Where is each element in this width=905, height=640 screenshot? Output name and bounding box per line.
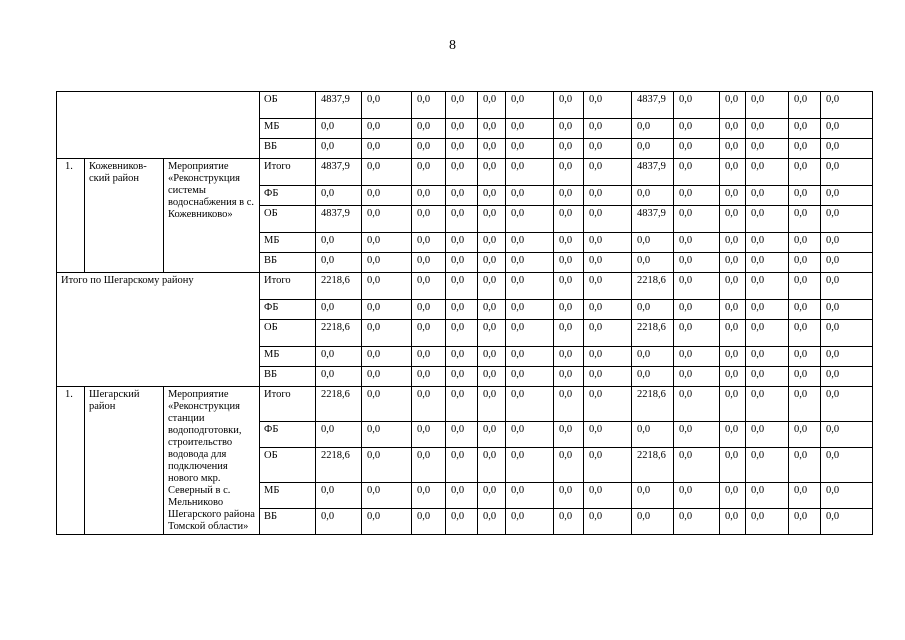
value-cell: 0,0 — [506, 509, 554, 535]
value-cell: 0,0 — [746, 92, 789, 119]
value-cell: 0,0 — [506, 139, 554, 159]
value-cell: 0,0 — [584, 320, 632, 347]
value-cell: 0,0 — [746, 253, 789, 273]
table-row — [57, 92, 873, 119]
value-cell: 2218,6 — [316, 320, 362, 347]
value-cell: 0,0 — [720, 159, 746, 186]
value-cell: 0,0 — [554, 509, 584, 535]
value-cell: 0,0 — [746, 233, 789, 253]
value-cell: 0,0 — [746, 273, 789, 300]
value-cell: 0,0 — [720, 422, 746, 448]
funding-type-cell: ВБ — [260, 509, 316, 535]
value-cell: 0,0 — [720, 448, 746, 483]
value-cell: 2218,6 — [316, 273, 362, 300]
value-cell: 0,0 — [478, 233, 506, 253]
value-cell: 0,0 — [720, 206, 746, 233]
value-cell: 0,0 — [746, 206, 789, 233]
value-cell: 0,0 — [746, 387, 789, 422]
value-cell: 0,0 — [554, 273, 584, 300]
value-cell: 0,0 — [362, 483, 412, 509]
value-cell: 0,0 — [821, 273, 873, 300]
value-cell: 0,0 — [821, 253, 873, 273]
value-cell: 0,0 — [554, 387, 584, 422]
value-cell: 0,0 — [316, 300, 362, 320]
value-cell: 0,0 — [789, 206, 821, 233]
table-row — [57, 273, 873, 300]
value-cell: 0,0 — [554, 253, 584, 273]
value-cell: 0,0 — [478, 387, 506, 422]
value-cell: 0,0 — [789, 139, 821, 159]
value-cell: 0,0 — [446, 509, 478, 535]
value-cell: 0,0 — [746, 483, 789, 509]
value-cell: 0,0 — [362, 119, 412, 139]
value-cell: 0,0 — [478, 92, 506, 119]
value-cell: 0,0 — [821, 300, 873, 320]
value-cell: 0,0 — [412, 387, 446, 422]
value-cell: 0,0 — [446, 320, 478, 347]
value-cell: 0,0 — [362, 139, 412, 159]
value-cell: 2218,6 — [632, 320, 674, 347]
value-cell: 0,0 — [584, 387, 632, 422]
funding-type-cell: ФБ — [260, 186, 316, 206]
value-cell: 0,0 — [674, 509, 720, 535]
value-cell: 0,0 — [746, 300, 789, 320]
value-cell: 4837,9 — [632, 159, 674, 186]
value-cell: 0,0 — [412, 509, 446, 535]
value-cell: 0,0 — [412, 320, 446, 347]
value-cell: 0,0 — [720, 320, 746, 347]
value-cell: 0,0 — [674, 139, 720, 159]
funding-type-cell: МБ — [260, 347, 316, 367]
value-cell: 0,0 — [632, 483, 674, 509]
value-cell: 0,0 — [821, 159, 873, 186]
value-cell: 0,0 — [674, 233, 720, 253]
value-cell: 0,0 — [821, 92, 873, 119]
value-cell: 0,0 — [478, 422, 506, 448]
value-cell: 0,0 — [506, 320, 554, 347]
value-cell: 0,0 — [674, 273, 720, 300]
value-cell: 0,0 — [674, 253, 720, 273]
value-cell: 0,0 — [362, 273, 412, 300]
value-cell: 0,0 — [506, 387, 554, 422]
value-cell: 0,0 — [412, 186, 446, 206]
value-cell: 0,0 — [554, 186, 584, 206]
value-cell: 0,0 — [821, 347, 873, 367]
value-cell: 0,0 — [789, 320, 821, 347]
funding-type-cell: ВБ — [260, 139, 316, 159]
value-cell: 0,0 — [446, 139, 478, 159]
value-cell: 0,0 — [446, 300, 478, 320]
value-cell: 0,0 — [746, 509, 789, 535]
funding-type-cell: МБ — [260, 119, 316, 139]
district-name: Кожевников-ский район — [85, 159, 164, 273]
value-cell: 0,0 — [362, 367, 412, 387]
value-cell: 0,0 — [746, 139, 789, 159]
value-cell: 0,0 — [412, 347, 446, 367]
value-cell: 0,0 — [584, 206, 632, 233]
value-cell: 0,0 — [821, 119, 873, 139]
value-cell: 0,0 — [316, 347, 362, 367]
value-cell: 0,0 — [674, 367, 720, 387]
row-index: 1. — [57, 387, 85, 535]
value-cell: 0,0 — [362, 233, 412, 253]
value-cell: 0,0 — [821, 387, 873, 422]
value-cell: 0,0 — [746, 186, 789, 206]
value-cell: 0,0 — [316, 509, 362, 535]
value-cell: 0,0 — [584, 186, 632, 206]
page-number: 8 — [449, 38, 456, 53]
value-cell: 0,0 — [506, 273, 554, 300]
value-cell: 0,0 — [478, 206, 506, 233]
value-cell: 0,0 — [446, 347, 478, 367]
value-cell: 0,0 — [316, 119, 362, 139]
value-cell: 0,0 — [446, 233, 478, 253]
value-cell: 0,0 — [362, 387, 412, 422]
value-cell: 0,0 — [316, 422, 362, 448]
funding-type-cell: ОБ — [260, 320, 316, 347]
value-cell: 0,0 — [720, 483, 746, 509]
event-description: Мероприятие «Реконструкция станции водоподготовки, строительство водовода для подключения нового мкр. Северный в с. Мельниково Шегарского района Томской области» — [164, 387, 260, 535]
value-cell: 2218,6 — [632, 273, 674, 300]
table-row — [57, 387, 873, 422]
value-cell: 0,0 — [506, 347, 554, 367]
value-cell: 0,0 — [720, 347, 746, 367]
value-cell: 0,0 — [720, 92, 746, 119]
value-cell: 0,0 — [632, 186, 674, 206]
value-cell: 0,0 — [446, 367, 478, 387]
value-cell: 0,0 — [554, 92, 584, 119]
value-cell: 0,0 — [584, 483, 632, 509]
value-cell: 0,0 — [316, 233, 362, 253]
value-cell: 0,0 — [746, 422, 789, 448]
value-cell: 0,0 — [554, 206, 584, 233]
value-cell: 0,0 — [412, 233, 446, 253]
value-cell: 0,0 — [821, 509, 873, 535]
value-cell: 0,0 — [506, 483, 554, 509]
value-cell: 0,0 — [478, 300, 506, 320]
value-cell: 0,0 — [554, 233, 584, 253]
value-cell: 0,0 — [720, 139, 746, 159]
value-cell: 0,0 — [632, 233, 674, 253]
empty-merged-cell — [57, 92, 260, 159]
value-cell: 0,0 — [478, 119, 506, 139]
value-cell: 0,0 — [746, 448, 789, 483]
value-cell: 0,0 — [478, 159, 506, 186]
value-cell: 0,0 — [746, 320, 789, 347]
value-cell: 0,0 — [746, 347, 789, 367]
value-cell: 0,0 — [478, 186, 506, 206]
value-cell: 0,0 — [362, 300, 412, 320]
value-cell: 0,0 — [746, 367, 789, 387]
value-cell: 0,0 — [478, 347, 506, 367]
value-cell: 0,0 — [506, 367, 554, 387]
value-cell: 4837,9 — [632, 206, 674, 233]
value-cell: 0,0 — [362, 92, 412, 119]
value-cell: 0,0 — [316, 139, 362, 159]
value-cell: 0,0 — [674, 159, 720, 186]
value-cell: 0,0 — [584, 119, 632, 139]
district-name: Шегарский район — [85, 387, 164, 535]
value-cell: 0,0 — [478, 483, 506, 509]
value-cell: 2218,6 — [632, 448, 674, 483]
value-cell: 0,0 — [720, 186, 746, 206]
value-cell: 0,0 — [412, 159, 446, 186]
value-cell: 0,0 — [674, 300, 720, 320]
value-cell: 0,0 — [821, 206, 873, 233]
value-cell: 0,0 — [674, 119, 720, 139]
value-cell: 0,0 — [362, 509, 412, 535]
value-cell: 0,0 — [720, 253, 746, 273]
value-cell: 0,0 — [446, 448, 478, 483]
value-cell: 0,0 — [632, 509, 674, 535]
value-cell: 0,0 — [789, 367, 821, 387]
value-cell: 0,0 — [632, 253, 674, 273]
value-cell: 0,0 — [554, 159, 584, 186]
value-cell: 0,0 — [674, 387, 720, 422]
value-cell: 0,0 — [506, 186, 554, 206]
value-cell: 0,0 — [632, 422, 674, 448]
value-cell: 0,0 — [412, 139, 446, 159]
value-cell: 0,0 — [584, 448, 632, 483]
value-cell: 0,0 — [789, 186, 821, 206]
value-cell: 0,0 — [584, 92, 632, 119]
value-cell: 0,0 — [821, 422, 873, 448]
value-cell: 0,0 — [554, 483, 584, 509]
value-cell: 0,0 — [584, 139, 632, 159]
value-cell: 0,0 — [584, 509, 632, 535]
value-cell: 0,0 — [554, 320, 584, 347]
value-cell: 0,0 — [478, 320, 506, 347]
value-cell: 0,0 — [554, 139, 584, 159]
value-cell: 0,0 — [720, 387, 746, 422]
value-cell: 0,0 — [478, 367, 506, 387]
value-cell: 0,0 — [674, 320, 720, 347]
budget-table — [56, 91, 873, 535]
funding-type-cell: ОБ — [260, 92, 316, 119]
value-cell: 0,0 — [674, 92, 720, 119]
value-cell: 4837,9 — [316, 206, 362, 233]
value-cell: 0,0 — [506, 159, 554, 186]
value-cell: 0,0 — [316, 483, 362, 509]
value-cell: 0,0 — [316, 367, 362, 387]
value-cell: 0,0 — [412, 92, 446, 119]
value-cell: 0,0 — [446, 206, 478, 233]
funding-type-cell: ОБ — [260, 206, 316, 233]
event-description: Мероприятие «Реконструкция системы водоснабжения в с. Кожевниково» — [164, 159, 260, 273]
value-cell: 0,0 — [821, 367, 873, 387]
value-cell: 0,0 — [789, 233, 821, 253]
funding-type-cell: ФБ — [260, 300, 316, 320]
funding-type-cell: Итого — [260, 273, 316, 300]
value-cell: 4837,9 — [316, 92, 362, 119]
value-cell: 0,0 — [674, 347, 720, 367]
value-cell: 0,0 — [789, 119, 821, 139]
value-cell: 2218,6 — [632, 387, 674, 422]
value-cell: 0,0 — [506, 233, 554, 253]
value-cell: 0,0 — [446, 159, 478, 186]
value-cell: 0,0 — [554, 347, 584, 367]
value-cell: 0,0 — [584, 300, 632, 320]
value-cell: 0,0 — [632, 119, 674, 139]
value-cell: 0,0 — [554, 300, 584, 320]
value-cell: 0,0 — [584, 233, 632, 253]
value-cell: 0,0 — [362, 186, 412, 206]
value-cell: 0,0 — [720, 300, 746, 320]
funding-type-cell: Итого — [260, 159, 316, 186]
value-cell: 0,0 — [446, 92, 478, 119]
value-cell: 0,0 — [362, 320, 412, 347]
value-cell: 0,0 — [789, 387, 821, 422]
value-cell: 0,0 — [821, 483, 873, 509]
value-cell: 0,0 — [362, 159, 412, 186]
value-cell: 0,0 — [746, 159, 789, 186]
value-cell: 0,0 — [506, 92, 554, 119]
value-cell: 0,0 — [746, 119, 789, 139]
value-cell: 0,0 — [506, 422, 554, 448]
value-cell: 0,0 — [412, 367, 446, 387]
value-cell: 0,0 — [789, 159, 821, 186]
value-cell: 0,0 — [789, 347, 821, 367]
value-cell: 0,0 — [412, 119, 446, 139]
value-cell: 0,0 — [632, 300, 674, 320]
value-cell: 0,0 — [446, 253, 478, 273]
value-cell: 0,0 — [632, 347, 674, 367]
value-cell: 0,0 — [316, 253, 362, 273]
value-cell: 0,0 — [362, 347, 412, 367]
value-cell: 0,0 — [554, 448, 584, 483]
value-cell: 0,0 — [821, 448, 873, 483]
value-cell: 0,0 — [362, 206, 412, 233]
funding-type-cell: Итого — [260, 387, 316, 422]
value-cell: 0,0 — [478, 273, 506, 300]
table-row — [57, 159, 873, 186]
value-cell: 0,0 — [506, 119, 554, 139]
value-cell: 0,0 — [632, 139, 674, 159]
value-cell: 0,0 — [554, 119, 584, 139]
value-cell: 0,0 — [446, 422, 478, 448]
value-cell: 0,0 — [506, 253, 554, 273]
funding-type-cell: МБ — [260, 483, 316, 509]
value-cell: 0,0 — [584, 347, 632, 367]
value-cell: 0,0 — [446, 483, 478, 509]
value-cell: 0,0 — [674, 448, 720, 483]
value-cell: 0,0 — [412, 206, 446, 233]
value-cell: 0,0 — [789, 300, 821, 320]
value-cell: 0,0 — [789, 483, 821, 509]
value-cell: 0,0 — [674, 206, 720, 233]
value-cell: 0,0 — [821, 139, 873, 159]
value-cell: 0,0 — [478, 253, 506, 273]
funding-type-cell: МБ — [260, 233, 316, 253]
value-cell: 0,0 — [584, 422, 632, 448]
value-cell: 0,0 — [821, 186, 873, 206]
value-cell: 0,0 — [478, 448, 506, 483]
value-cell: 0,0 — [412, 273, 446, 300]
value-cell: 0,0 — [478, 139, 506, 159]
value-cell: 0,0 — [412, 448, 446, 483]
value-cell: 0,0 — [720, 119, 746, 139]
value-cell: 0,0 — [584, 159, 632, 186]
value-cell: 0,0 — [446, 186, 478, 206]
value-cell: 0,0 — [674, 483, 720, 509]
value-cell: 0,0 — [720, 367, 746, 387]
value-cell: 0,0 — [446, 273, 478, 300]
value-cell: 4837,9 — [316, 159, 362, 186]
value-cell: 0,0 — [821, 320, 873, 347]
value-cell: 0,0 — [362, 422, 412, 448]
value-cell: 0,0 — [584, 367, 632, 387]
funding-type-cell: ВБ — [260, 367, 316, 387]
row-index: 1. — [57, 159, 85, 273]
value-cell: 0,0 — [789, 92, 821, 119]
value-cell: 0,0 — [446, 387, 478, 422]
value-cell: 0,0 — [789, 273, 821, 300]
value-cell: 2218,6 — [316, 387, 362, 422]
value-cell: 0,0 — [316, 186, 362, 206]
value-cell: 0,0 — [584, 273, 632, 300]
value-cell: 0,0 — [674, 422, 720, 448]
value-cell: 0,0 — [506, 206, 554, 233]
value-cell: 0,0 — [412, 300, 446, 320]
value-cell: 2218,6 — [316, 448, 362, 483]
funding-type-cell: ОБ — [260, 448, 316, 483]
value-cell: 0,0 — [720, 509, 746, 535]
funding-type-cell: ФБ — [260, 422, 316, 448]
value-cell: 0,0 — [478, 509, 506, 535]
value-cell: 4837,9 — [632, 92, 674, 119]
value-cell: 0,0 — [412, 253, 446, 273]
value-cell: 0,0 — [789, 422, 821, 448]
value-cell: 0,0 — [789, 253, 821, 273]
value-cell: 0,0 — [720, 273, 746, 300]
value-cell: 0,0 — [720, 233, 746, 253]
district-total-label: Итого по Шегарскому району — [57, 273, 260, 387]
value-cell: 0,0 — [446, 119, 478, 139]
value-cell: 0,0 — [362, 448, 412, 483]
value-cell: 0,0 — [362, 253, 412, 273]
value-cell: 0,0 — [789, 448, 821, 483]
value-cell: 0,0 — [554, 422, 584, 448]
value-cell: 0,0 — [789, 509, 821, 535]
value-cell: 0,0 — [674, 186, 720, 206]
value-cell: 0,0 — [632, 367, 674, 387]
value-cell: 0,0 — [584, 253, 632, 273]
value-cell: 0,0 — [821, 233, 873, 253]
value-cell: 0,0 — [554, 367, 584, 387]
value-cell: 0,0 — [506, 448, 554, 483]
value-cell: 0,0 — [412, 483, 446, 509]
value-cell: 0,0 — [506, 300, 554, 320]
funding-type-cell: ВБ — [260, 253, 316, 273]
value-cell: 0,0 — [412, 422, 446, 448]
